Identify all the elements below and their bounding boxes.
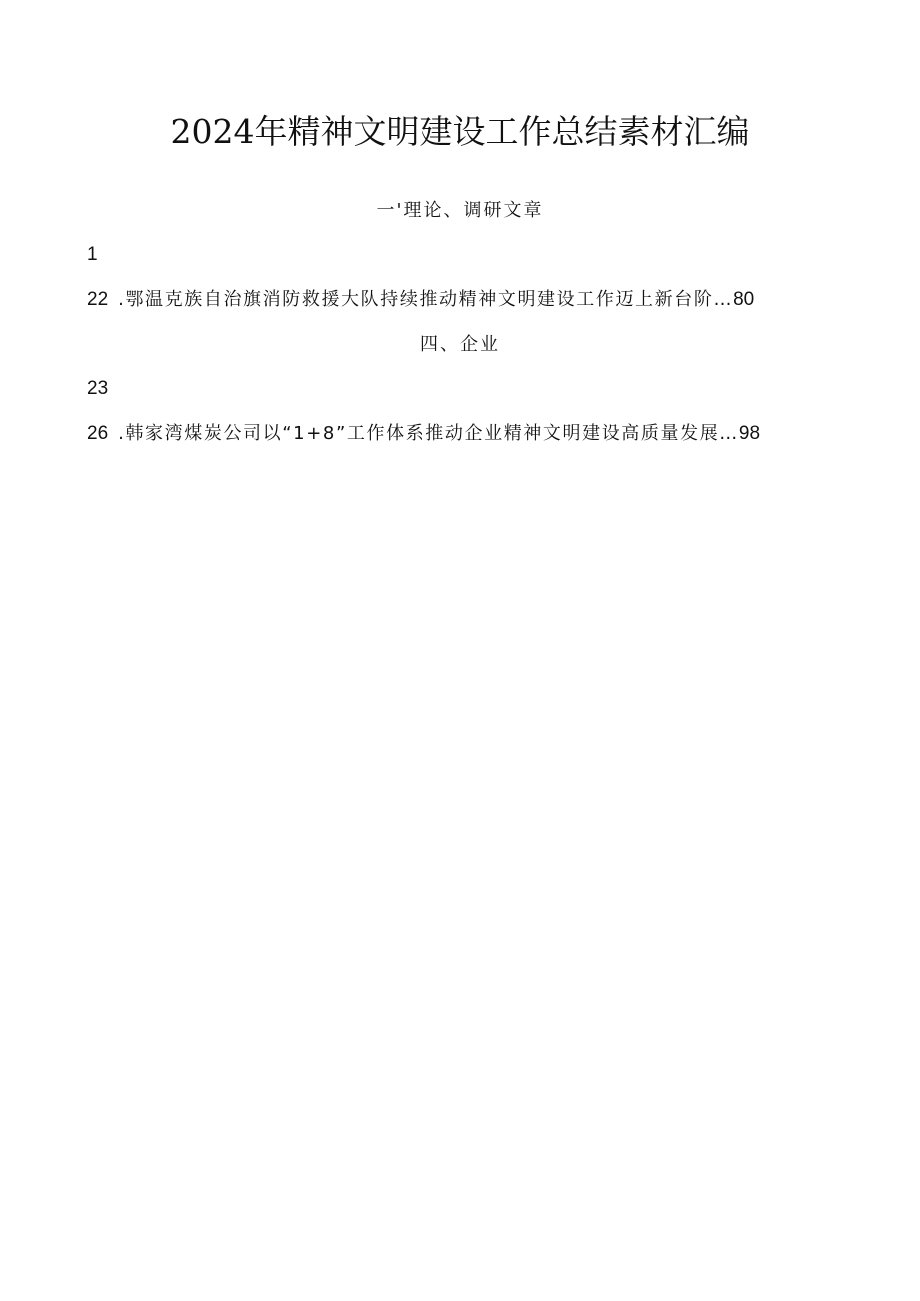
- toc-entry-number: 26: [87, 423, 109, 444]
- section-heading-theory: 一'理论、调研文章: [376, 200, 544, 221]
- toc-entry-page: 98: [738, 423, 761, 444]
- toc-entry[interactable]: [87, 421, 827, 447]
- toc-number-line: 1: [87, 244, 98, 265]
- toc-entry-title: .韩家湾煤炭公司以“1+8”工作体系推动企业精神文明建设高质量发展…: [118, 423, 739, 444]
- toc-number-line: 23: [87, 378, 109, 399]
- toc-entry-title: .鄂温克族自治旗消防救援大队持续推动精神文明建设工作迈上新台阶…: [118, 289, 734, 310]
- toc-entry-number: 22: [87, 289, 109, 310]
- document-title: 2024年精神文明建设工作总结素材汇编: [170, 112, 750, 151]
- toc-entry[interactable]: [87, 287, 827, 313]
- toc-entry-page: 80: [733, 289, 755, 310]
- section-heading-enterprise: 四、企业: [420, 334, 500, 355]
